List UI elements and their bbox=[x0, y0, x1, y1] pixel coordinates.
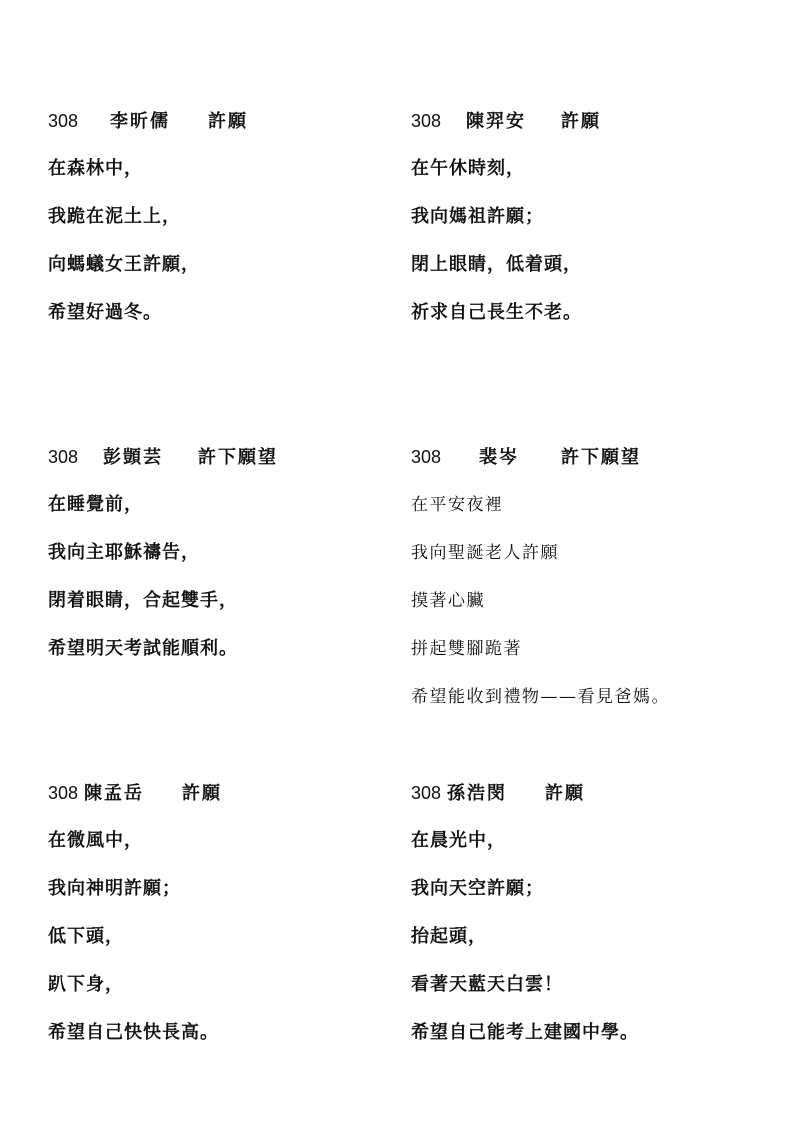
poem-line: 在平安夜裡 bbox=[411, 495, 504, 515]
poem-line: 我向媽祖許願； bbox=[411, 206, 544, 227]
poem-line: 抬起頭， bbox=[411, 926, 487, 947]
poem-line: 我跪在泥土上， bbox=[48, 206, 181, 227]
poem-line: 趴下身， bbox=[48, 974, 124, 995]
poem-line: 我向主耶穌禱告， bbox=[48, 542, 200, 563]
poem-topic: 許下願望 bbox=[561, 447, 641, 468]
poem-title bbox=[411, 782, 585, 805]
poem-line: 我向神明許願； bbox=[48, 878, 181, 899]
author-name: 陳羿安 bbox=[466, 111, 526, 132]
author-name: 彭顗芸 bbox=[103, 447, 163, 468]
class-number: 308 bbox=[411, 783, 442, 803]
poem-line: 希望好過冬。 bbox=[48, 302, 162, 323]
poem-line: 在森林中， bbox=[48, 158, 143, 179]
class-number: 308 bbox=[411, 111, 442, 131]
poem-line: 我向天空許願； bbox=[411, 878, 544, 899]
author-name: 李昕儒 bbox=[110, 111, 170, 132]
poem-line: 閉着眼睛，合起雙手， bbox=[48, 590, 238, 611]
poem-line: 希望自己快快長高。 bbox=[48, 1022, 219, 1043]
poem-line: 希望能收到禮物——看見爸媽。 bbox=[411, 687, 670, 707]
author-name: 孫浩閔 bbox=[447, 783, 507, 804]
poem-line: 在晨光中， bbox=[411, 830, 506, 851]
class-number: 308 bbox=[411, 447, 442, 467]
poem-title bbox=[48, 782, 222, 805]
poem-title bbox=[48, 446, 278, 469]
poem-title bbox=[411, 110, 601, 133]
poem-topic: 許願 bbox=[545, 783, 585, 804]
poem-title bbox=[411, 446, 641, 469]
poem-topic: 許願 bbox=[182, 783, 222, 804]
poem-line: 看著天藍天白雲！ bbox=[411, 974, 563, 995]
poem-line: 希望自己能考上建國中學。 bbox=[411, 1022, 639, 1043]
poem-line: 我向聖誕老人許願 bbox=[411, 543, 559, 563]
class-number: 308 bbox=[48, 783, 79, 803]
poem-line: 祈求自己長生不老。 bbox=[411, 302, 582, 323]
poem-topic: 許下願望 bbox=[198, 447, 278, 468]
poem-line: 拼起雙腳跪著 bbox=[411, 639, 522, 659]
poem-line: 在睡覺前， bbox=[48, 494, 143, 515]
poem-line: 摸著心臟 bbox=[411, 591, 485, 611]
poem-topic: 許願 bbox=[561, 111, 601, 132]
poem-title bbox=[48, 110, 248, 133]
class-number: 308 bbox=[48, 111, 79, 131]
poem-line: 在午休時刻， bbox=[411, 158, 525, 179]
poem-line: 低下頭， bbox=[48, 926, 124, 947]
author-name: 裴岑 bbox=[479, 447, 519, 468]
poem-line: 閉上眼睛，低着頭， bbox=[411, 254, 582, 275]
author-name: 陳孟岳 bbox=[84, 783, 144, 804]
poem-topic: 許願 bbox=[208, 111, 248, 132]
poem-line: 在微風中， bbox=[48, 830, 143, 851]
poem-line: 希望明天考試能順利。 bbox=[48, 638, 238, 659]
poem-line: 向螞蟻女王許願， bbox=[48, 254, 200, 275]
class-number: 308 bbox=[48, 447, 79, 467]
